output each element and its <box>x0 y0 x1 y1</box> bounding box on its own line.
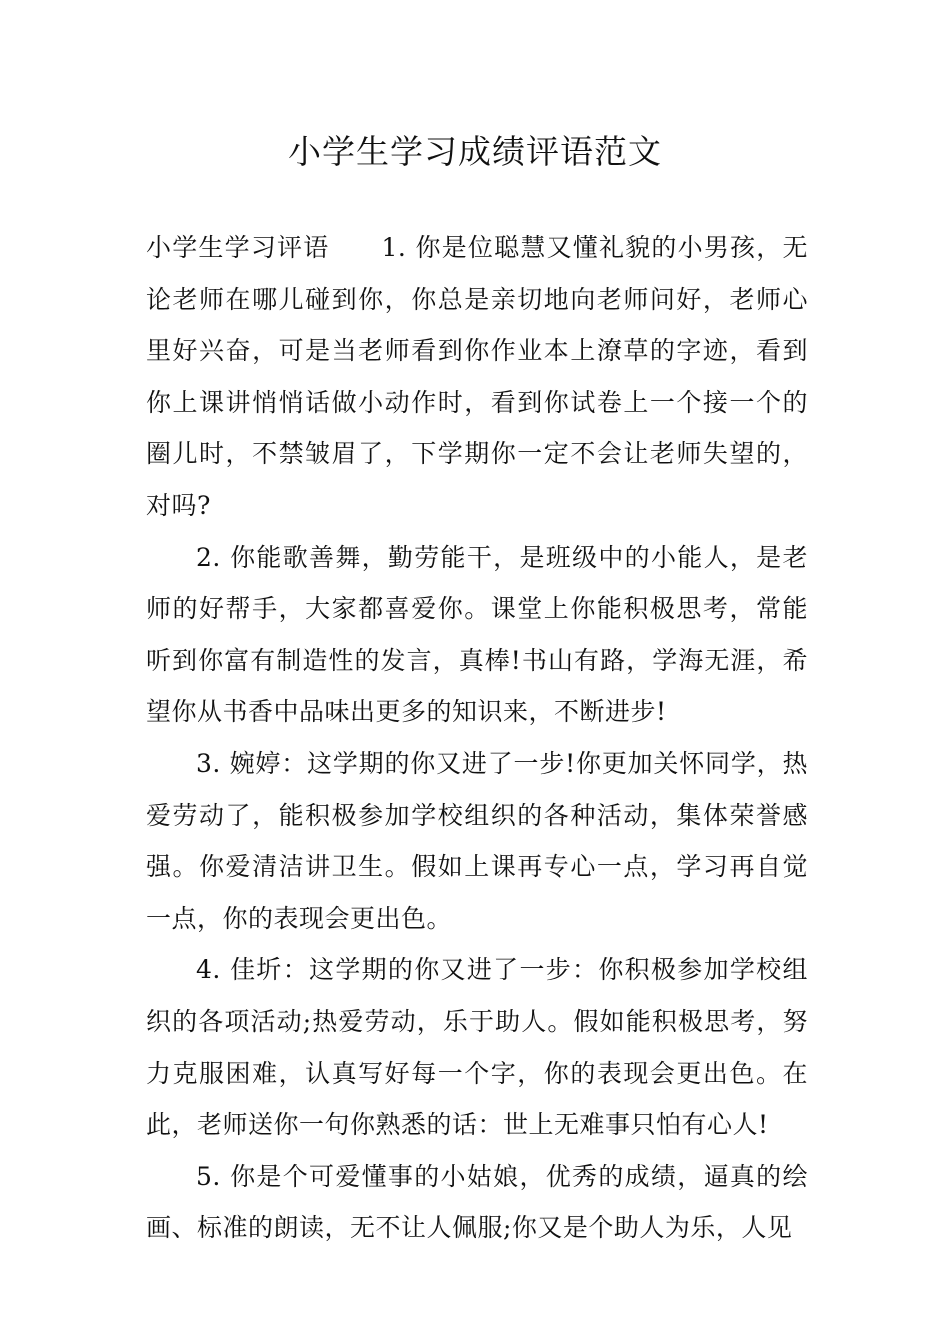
paragraph-3: 3. 婉婷：这学期的你又进了一步!你更加关怀同学，热爱劳动了，能积极参加学校组织的各种活动，集体荣誉感强。你爱清洁讲卫生。假如上课再专心一点，学习再自觉一点，你的表现会更出色。 <box>146 748 808 933</box>
paragraph-5: 5. 你是个可爱懂事的小姑娘，优秀的成绩，逼真的绘画、标准的朗读，无不让人佩服;你又是个助人为乐，人见 <box>146 1161 808 1243</box>
paragraph-2: 2. 你能歌善舞，勤劳能干，是班级中的小能人，是老师的好帮手，大家都喜爱你。课堂上你能积极思考，常能听到你富有制造性的发言，真棒!书山有路，学海无涯，希望你从书香中品味出更多的知识来，不断进步! <box>146 542 808 727</box>
document-body <box>146 222 808 1254</box>
section-label: 小学生学习评语 <box>146 233 330 262</box>
paragraph-1 <box>146 222 808 532</box>
paragraph-1-text: 1. 你是位聪慧又懂礼貌的小男孩，无论老师在哪儿碰到你，你总是亲切地向老师问好，老师心里好兴奋，可是当老师看到你作业本上潦草的字迹，看到你上课讲悄悄话做小动作时，看到你试卷上一个接一个的圈儿时，不禁皱眉了，下学期你一定不会让老师失望的，对吗? <box>146 233 808 520</box>
paragraph-4: 4. 佳圻：这学期的你又进了一步：你积极参加学校组织的各项活动;热爱劳动，乐于助人。假如能积极思考，努力克服困难，认真写好每一个字，你的表现会更出色。在此，老师送你一句你熟悉的话：世上无难事只怕有心人! <box>146 955 808 1140</box>
page-title: 小学生学习成绩评语范文 <box>288 132 662 171</box>
